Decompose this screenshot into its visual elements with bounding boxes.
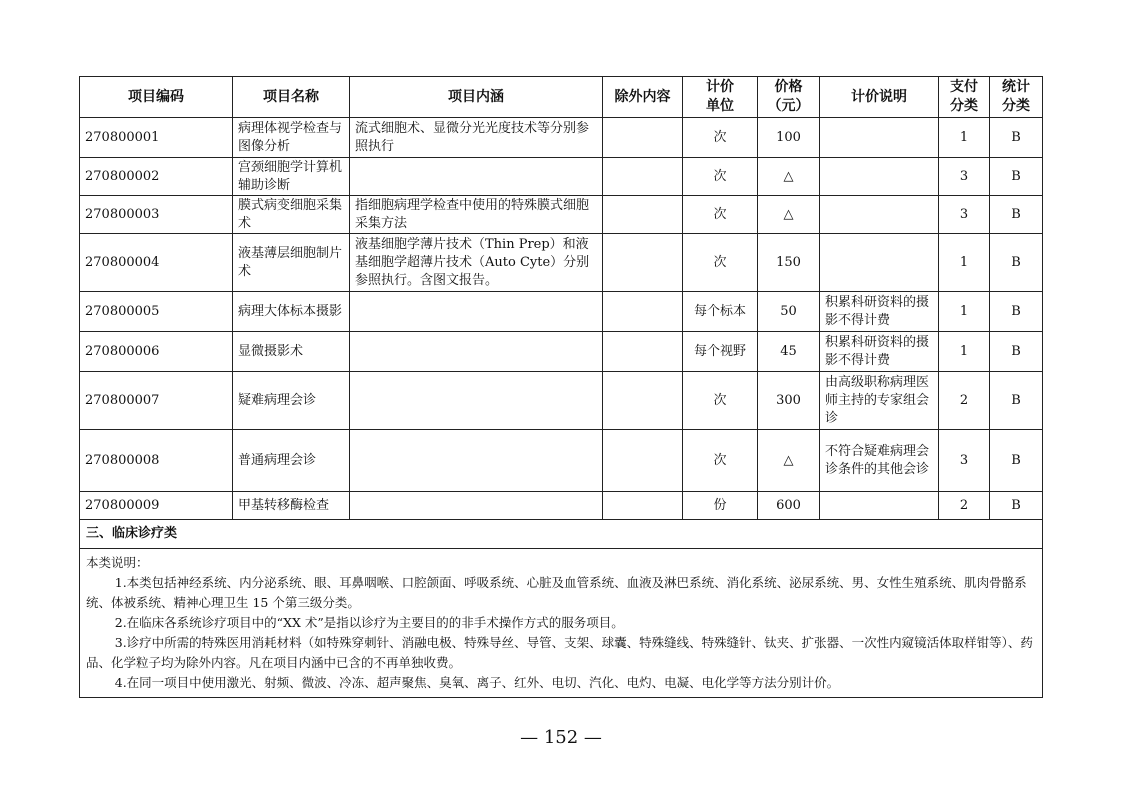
cell-pay: 1 <box>939 234 990 292</box>
cell-price: △ <box>758 158 820 196</box>
price-table <box>79 76 1043 698</box>
cell-code: 270800007 <box>80 372 233 430</box>
cell-excluded <box>603 492 683 520</box>
cell-note <box>820 118 939 158</box>
cell-name: 甲基转移酶检查 <box>233 492 350 520</box>
header-stat: 统计 分类 <box>990 77 1043 118</box>
cell-price: △ <box>758 430 820 492</box>
header-pay: 支付 分类 <box>939 77 990 118</box>
cell-stat: B <box>990 292 1043 332</box>
cell-unit: 份 <box>683 492 758 520</box>
table-row <box>80 118 1043 158</box>
cell-content <box>350 158 603 196</box>
cell-pay: 1 <box>939 332 990 372</box>
table-row <box>80 292 1043 332</box>
cell-stat: B <box>990 332 1043 372</box>
header-excluded: 除外内容 <box>603 77 683 118</box>
section-note-3: 3.诊疗中所需的特殊医用消耗材料（如特殊穿刺针、消融电极、特殊导丝、导管、支架、球囊、特殊缝线、特殊缝针、钛夹、扩张器、一次性内窥镜活体取样钳等）、药品、化学粒子均为除外内容。凡在项目内涵中已含的不再单独收费。 <box>86 635 1033 670</box>
table-row <box>80 492 1043 520</box>
header-content: 项目内涵 <box>350 77 603 118</box>
cell-unit: 每个标本 <box>683 292 758 332</box>
cell-price: 600 <box>758 492 820 520</box>
cell-note <box>820 492 939 520</box>
cell-code: 270800005 <box>80 292 233 332</box>
cell-stat: B <box>990 196 1043 234</box>
cell-content: 流式细胞术、显微分光光度技术等分别参照执行 <box>350 118 603 158</box>
cell-excluded <box>603 196 683 234</box>
cell-excluded <box>603 234 683 292</box>
cell-price: 150 <box>758 234 820 292</box>
cell-name: 疑难病理会诊 <box>233 372 350 430</box>
cell-excluded <box>603 372 683 430</box>
cell-pay: 3 <box>939 158 990 196</box>
cell-stat: B <box>990 430 1043 492</box>
cell-code: 270800002 <box>80 158 233 196</box>
cell-name: 普通病理会诊 <box>233 430 350 492</box>
table-row <box>80 158 1043 196</box>
cell-unit: 次 <box>683 234 758 292</box>
section-note-2: 2.在临床各系统诊疗项目中的“XX 术”是指以诊疗为主要目的的非手术操作方式的服务项目。 <box>114 615 624 630</box>
cell-name: 液基薄层细胞制片术 <box>233 234 350 292</box>
cell-content: 指细胞病理学检查中使用的特殊膜式细胞采集方法 <box>350 196 603 234</box>
cell-stat: B <box>990 158 1043 196</box>
cell-pay: 2 <box>939 492 990 520</box>
cell-note: 由高级职称病理医师主持的专家组会诊 <box>820 372 939 430</box>
cell-note <box>820 158 939 196</box>
header-name: 项目名称 <box>233 77 350 118</box>
section-note-1: 1.本类包括神经系统、内分泌系统、眼、耳鼻咽喉、口腔颌面、呼吸系统、心脏及血管系统、血液及淋巴系统、消化系统、泌尿系统、男、女性生殖系统、肌肉骨骼系统、体被系统、精神心理卫生 15 个第三级分类。 <box>86 575 1027 610</box>
cell-price: 300 <box>758 372 820 430</box>
cell-code: 270800003 <box>80 196 233 234</box>
cell-note <box>820 234 939 292</box>
table-row <box>80 196 1043 234</box>
header-price: 价格 （元） <box>758 77 820 118</box>
cell-note <box>820 196 939 234</box>
cell-name: 病理大体标本摄影 <box>233 292 350 332</box>
cell-pay: 3 <box>939 430 990 492</box>
cell-code: 270800008 <box>80 430 233 492</box>
cell-excluded <box>603 332 683 372</box>
cell-code: 270800004 <box>80 234 233 292</box>
cell-excluded <box>603 430 683 492</box>
page-number: — 152 — <box>520 727 602 748</box>
cell-price: △ <box>758 196 820 234</box>
cell-price: 50 <box>758 292 820 332</box>
section-title: 三、临床诊疗类 <box>80 520 1043 549</box>
cell-stat: B <box>990 372 1043 430</box>
header-unit: 计价 单位 <box>683 77 758 118</box>
cell-content <box>350 492 603 520</box>
cell-content <box>350 430 603 492</box>
cell-code: 270800009 <box>80 492 233 520</box>
cell-name: 宫颈细胞学计算机辅助诊断 <box>233 158 350 196</box>
cell-note: 不符合疑难病理会诊条件的其他会诊 <box>820 430 939 492</box>
cell-name: 病理体视学检查与图像分析 <box>233 118 350 158</box>
cell-stat: B <box>990 118 1043 158</box>
section-intro: 本类说明： <box>86 555 149 570</box>
cell-unit: 次 <box>683 196 758 234</box>
cell-stat: B <box>990 234 1043 292</box>
cell-excluded <box>603 292 683 332</box>
cell-price: 45 <box>758 332 820 372</box>
cell-stat: B <box>990 492 1043 520</box>
cell-content: 液基细胞学薄片技术（Thin Prep）和液基细胞学超薄片技术（Auto Cyte）分别参照执行。含图文报告。 <box>350 234 603 292</box>
section-notes <box>80 549 1043 698</box>
cell-content <box>350 292 603 332</box>
cell-unit: 次 <box>683 430 758 492</box>
cell-content <box>350 372 603 430</box>
table-row <box>80 430 1043 492</box>
table-row <box>80 372 1043 430</box>
cell-excluded <box>603 158 683 196</box>
table-row <box>80 234 1043 292</box>
cell-note: 积累科研资料的摄影不得计费 <box>820 292 939 332</box>
cell-code: 270800001 <box>80 118 233 158</box>
cell-excluded <box>603 118 683 158</box>
table-header-row <box>80 77 1043 118</box>
document-page <box>79 76 1042 698</box>
header-note: 计价说明 <box>820 77 939 118</box>
section-notes-row <box>80 549 1043 698</box>
cell-note: 积累科研资料的摄影不得计费 <box>820 332 939 372</box>
header-code: 项目编码 <box>80 77 233 118</box>
cell-content <box>350 332 603 372</box>
cell-pay: 3 <box>939 196 990 234</box>
cell-pay: 1 <box>939 118 990 158</box>
cell-pay: 2 <box>939 372 990 430</box>
cell-pay: 1 <box>939 292 990 332</box>
cell-unit: 每个视野 <box>683 332 758 372</box>
cell-unit: 次 <box>683 118 758 158</box>
cell-name: 膜式病变细胞采集术 <box>233 196 350 234</box>
cell-price: 100 <box>758 118 820 158</box>
cell-code: 270800006 <box>80 332 233 372</box>
section-note-4: 4.在同一项目中使用激光、射频、微波、冷冻、超声聚焦、臭氧、离子、红外、电切、汽化、电灼、电凝、电化学等方法分别计价。 <box>114 675 840 690</box>
cell-unit: 次 <box>683 158 758 196</box>
table-row <box>80 332 1043 372</box>
section-title-row <box>80 520 1043 549</box>
cell-name: 显微摄影术 <box>233 332 350 372</box>
cell-unit: 次 <box>683 372 758 430</box>
